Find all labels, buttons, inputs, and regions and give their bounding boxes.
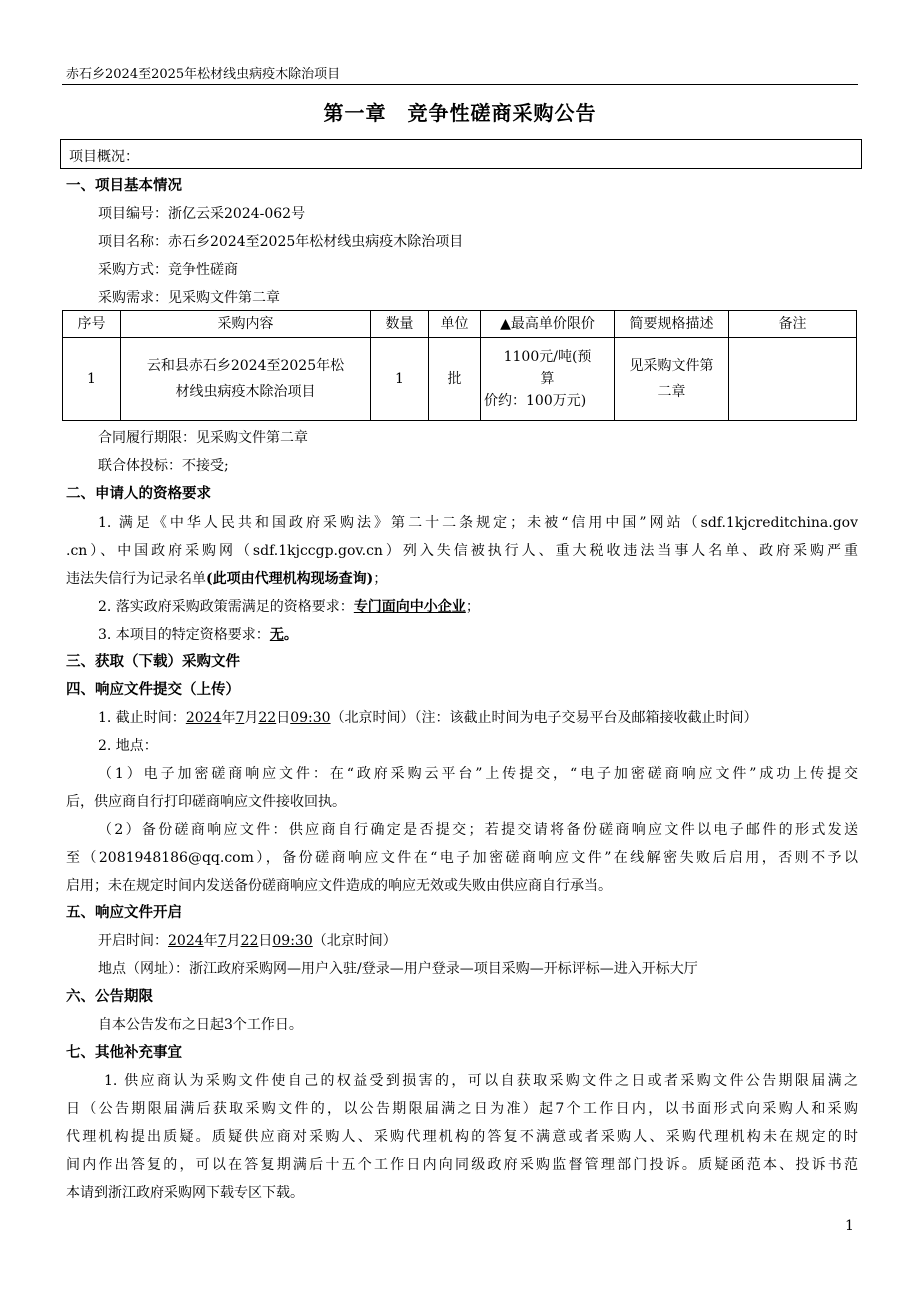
qualification-3-end: 。 <box>283 627 298 643</box>
submission-electronic-line: （1）电子加密磋商响应文件：在“政府采购云平台”上传提交，“电子加密磋商响应文件”成功上传提交 <box>98 766 858 782</box>
supplement-line: 本请到浙江政府采购网下载专区下载。 <box>66 1185 304 1201</box>
table-header-cell: 序号 <box>63 311 121 338</box>
deadline-day: 22 <box>258 710 277 726</box>
qualification-3-value: 无 <box>269 627 284 643</box>
qualification-2-text: 2. 落实政府采购政策需满足的资格要求： <box>98 599 354 615</box>
deadline-month-unit: 月 <box>244 710 259 726</box>
page-number: 1 <box>845 1218 854 1234</box>
section-7-heading: 七、其他补充事宜 <box>66 1045 182 1061</box>
qualification-1-line: .cn）、中国政府采购网（sdf.1kjccgp.gov.cn）列入失信被执行人、重大税收违法当事人名单、政府采购严重 <box>66 543 858 559</box>
table-header-cell: 采购内容 <box>121 311 371 338</box>
section-2-heading: 二、申请人的资格要求 <box>66 486 211 502</box>
row-unit: 批 <box>429 338 481 421</box>
open-year-unit: 年 <box>203 933 218 949</box>
deadline-note: （北京时间）（注：该截止时间为电子交易平台及邮箱接收截止时间） <box>330 710 758 726</box>
row-price-line: 算 <box>540 371 555 387</box>
table-header-cell: 简要规格描述 <box>615 311 729 338</box>
project-name: 项目名称：赤石乡2024至2025年松材线虫病疫木除治项目 <box>98 234 464 250</box>
project-overview-box <box>60 139 862 169</box>
table-header-row <box>63 311 857 338</box>
qualification-1-line: 1. 满足《中华人民共和国政府采购法》第二十二条规定；未被“信用中国”网站（sdf.1kjcreditchina.gov <box>98 515 858 531</box>
deadline-label: 1. 截止时间： <box>98 710 186 726</box>
project-number: 项目编号：浙亿云采2024-062号 <box>98 206 306 222</box>
qualification-1-line <box>66 569 387 589</box>
open-month: 7 <box>217 933 227 949</box>
table-header-cell: 单位 <box>429 311 481 338</box>
chapter-title: 第一章 竞争性磋商采购公告 <box>323 101 597 125</box>
qualification-1-end: ； <box>373 571 388 587</box>
row-price-line: 价约：100万元) <box>484 393 587 409</box>
deadline-time: 09:30 <box>290 710 331 726</box>
supplement-line: 日（公告期限届满后获取采购文件的，以公告期限届满之日为准）起7个工作日内，以书面形式向采购人和采购 <box>66 1101 858 1117</box>
section-5-heading: 五、响应文件开启 <box>66 905 182 921</box>
table-row <box>63 338 857 421</box>
qualification-3 <box>98 625 298 645</box>
submission-place: 2. 地点： <box>98 738 158 754</box>
qualification-2 <box>98 597 480 617</box>
supplement-line: 代理机构提出质疑。质疑供应商对采购人、采购代理机构的答复不满意或者采购人、采购代理机构未在规定的时 <box>66 1129 858 1145</box>
submission-backup-line: 启用；未在规定时间内发送备份磋商响应文件造成的响应无效或失败由供应商自行承当。 <box>66 878 612 894</box>
qualification-3-text: 3. 本项目的特定资格要求： <box>98 627 270 643</box>
deadline-year: 2024 <box>185 710 222 726</box>
section-3-heading: 三、获取（下载）采购文件 <box>66 654 240 670</box>
submission-backup-line: 至（2081948186@qq.com），备份磋商响应文件在“电子加密磋商响应文件”在线解密失败后启用，否则不予以 <box>66 850 858 866</box>
overview-label: 项目概况： <box>69 149 139 165</box>
announcement-period: 自本公告发布之日起3个工作日。 <box>98 1017 303 1033</box>
table-header-cell: ▲最高单价限价 <box>481 311 615 338</box>
supplement-line: 1. 供应商认为采购文件使自己的权益受到损害的，可以自获取采购文件之日或者采购文件公告期限届满之 <box>104 1073 858 1089</box>
section-6-heading: 六、公告期限 <box>66 989 153 1005</box>
row-content-line: 材线虫病疫木除治项目 <box>175 384 316 400</box>
deadline-month: 7 <box>235 710 245 726</box>
submission-backup-line: （2）备份磋商响应文件：供应商自行确定是否提交；若提交请将备份磋商响应文件以电子邮件的形式发送 <box>98 822 858 838</box>
supplement-line: 间内作出答复的，可以在答复期满后十五个工作日内向同级政府采购监督管理部门投诉。质疑函范本、投诉书范 <box>66 1157 858 1173</box>
open-year: 2024 <box>168 933 204 949</box>
row-max-price <box>481 338 615 421</box>
row-spec-line: 见采购文件第 <box>629 358 714 374</box>
open-day-unit: 日 <box>258 933 273 949</box>
deadline-day-unit: 日 <box>276 710 291 726</box>
running-header: 赤石乡2024至2025年松材线虫病疫木除治项目 <box>66 67 341 82</box>
procurement-method: 采购方式：竞争性磋商 <box>98 262 238 278</box>
open-label: 开启时间： <box>98 933 168 949</box>
row-content <box>121 338 371 421</box>
deadline-year-unit: 年 <box>221 710 236 726</box>
open-time: 09:30 <box>272 933 313 949</box>
section-1-heading: 一、项目基本情况 <box>66 178 182 194</box>
procurement-table <box>62 310 857 421</box>
qualification-2-value: 专门面向中小企业 <box>353 599 466 615</box>
section-4-heading: 四、响应文件提交（上传） <box>66 682 240 698</box>
table-header-cell: 数量 <box>371 311 429 338</box>
row-spec-line: 二章 <box>657 384 686 400</box>
qualification-2-end: ； <box>465 599 480 615</box>
open-timezone: （北京时间） <box>312 933 397 949</box>
row-spec <box>615 338 729 421</box>
row-price-line: 1100元/吨(预 <box>503 349 592 365</box>
row-number: 1 <box>63 338 121 421</box>
procurement-requirement: 采购需求：见采购文件第二章 <box>98 290 280 306</box>
header-divider <box>62 84 858 85</box>
row-quantity: 1 <box>371 338 429 421</box>
opening-time <box>98 931 397 951</box>
qualification-1-text: 违法失信行为记录名单 <box>66 571 206 587</box>
consortium-bidding: 联合体投标：不接受; <box>98 458 229 474</box>
opening-location: 地点（网址）：浙江政府采购网—用户入驻/登录—用户登录—项目采购—开标评标—进入开标大厅 <box>98 961 698 977</box>
submission-deadline <box>98 708 758 728</box>
qualification-1-note: (此项由代理机构现场查询) <box>206 571 374 587</box>
open-day: 22 <box>240 933 259 949</box>
open-month-unit: 月 <box>226 933 241 949</box>
submission-electronic-line: 后，供应商自行打印磋商响应文件接收回执。 <box>66 794 346 810</box>
row-note <box>729 338 857 421</box>
table-header-cell: 备注 <box>729 311 857 338</box>
contract-period: 合同履行期限：见采购文件第二章 <box>98 430 308 446</box>
row-content-line: 云和县赤石乡2024至2025年松 <box>146 358 345 374</box>
